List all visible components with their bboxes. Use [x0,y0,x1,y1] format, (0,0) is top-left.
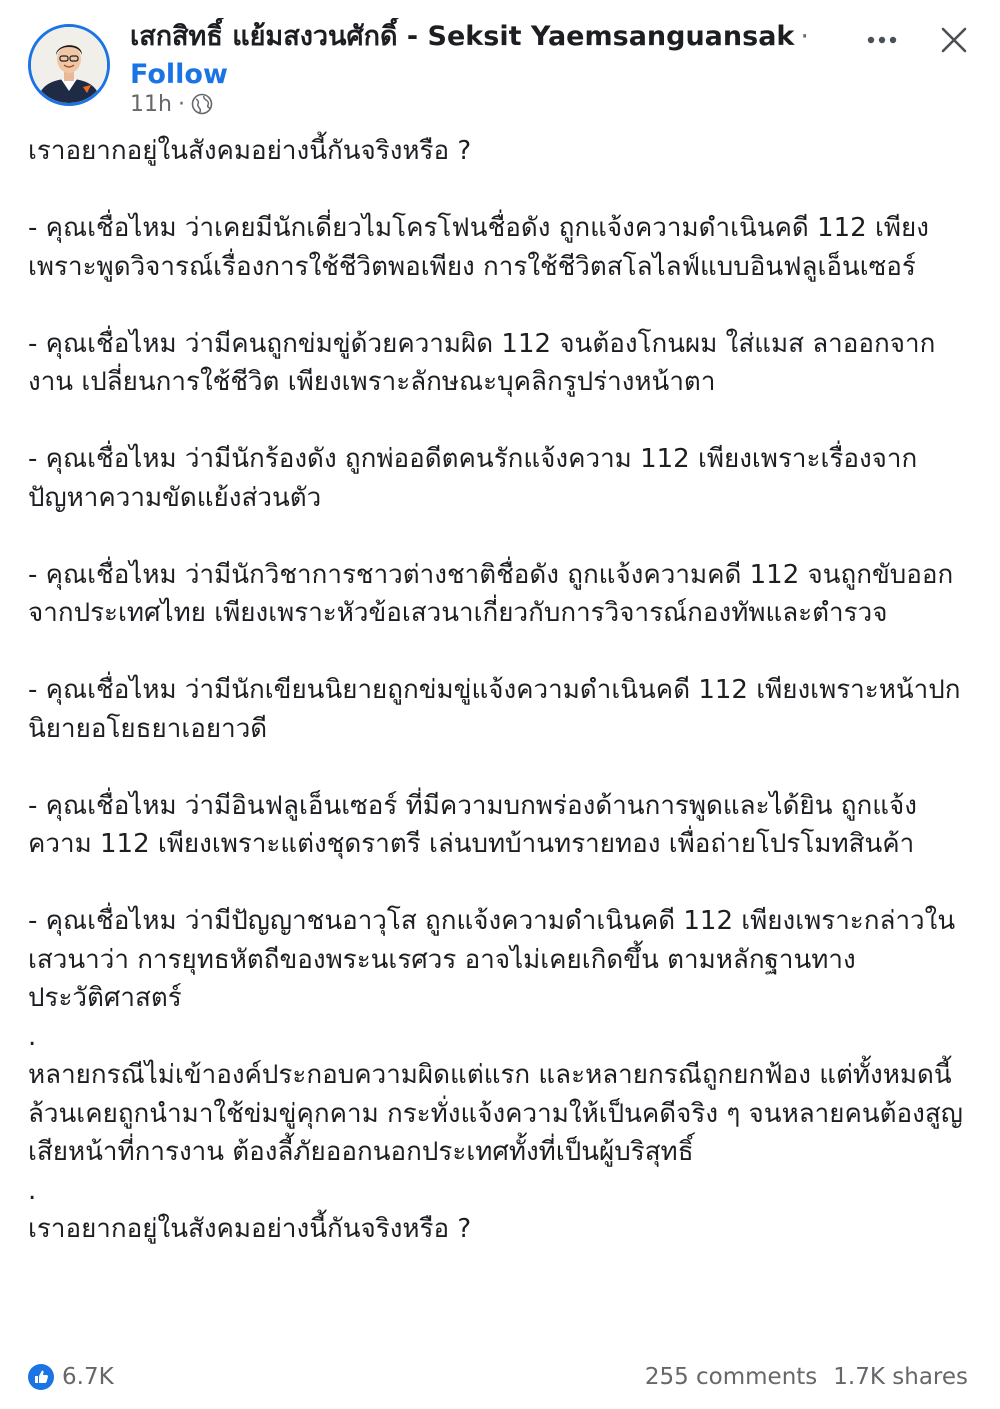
post-paragraph: - คุณเชื่อไหม ว่ามีนักร้องดัง ถูกพ่ออดีตคนรักแจ้งความ 112 เพียงเพราะเรื่องจากปัญหาความขัดแย้งส่วนตัว [28,444,918,513]
author-name[interactable] [130,18,820,56]
paragraph-gap [28,517,978,556]
post-body [28,132,978,1249]
shares-count[interactable]: 1.7K shares [833,1364,968,1390]
post-paragraph: - คุณเชื่อไหม ว่ามีคนถูกข่มขู่ด้วยความผิด 112 จนต้องโกนผม ใส่แมส ลาออกจากงาน เปลี่ยนการใช้ชีวิต เพียงเพราะลักษณะบุคลิกรูปร่างหน้าตา [28,328,936,397]
comments-count[interactable]: 255 comments [644,1364,818,1390]
timestamp[interactable]: 11h [130,91,172,117]
paragraph-gap [28,864,978,903]
post-paragraph: หลายกรณีไม่เข้าองค์ประกอบความผิดแต่แรก และหลายกรณีถูกยกฟ้อง แต่ทั้งหมดนี้ล้วนเคยถูกนำมาใช้ข่มขู่คุกคาม กระทั่งแจ้งความให้เป็นคดีจริง ๆ จนหลายคนต้องสูญเสียหน้าที่การงาน ต้องลี้ภัยออกนอกประเทศทั้งที่เป็นผู้บริสุทธิ์ [28,1060,963,1167]
like-thumb-icon [28,1364,54,1390]
dot-separator: . [28,1175,37,1206]
more-options-button[interactable] [858,20,906,60]
meta-separator: · [177,91,185,117]
post-paragraph: - คุณเชื่อไหม ว่าเคยมีนักเดี่ยวไมโครโฟนชื่อดัง ถูกแจ้งความดำเนินคดี 112 เพียงเพราะพูดวิจารณ์เรื่องการใช้ชีวิตพอเพียง การใช้ชีวิตสโลไลฟ์แบบอินฟลูเอ็นเซอร์ [28,213,929,282]
post-paragraph: - คุณเชื่อไหม ว่ามีปัญญาชนอาวุโส ถูกแจ้งความดำเนินคดี 112 เพียงเพราะกล่าวในเสวนาว่า การยุทธหัตถีของพระนเรศวร อาจไม่เคยเกิดขึ้น ตามหลักฐานทางประวัติศาสตร์ [28,906,956,1013]
post-paragraph: - คุณเชื่อไหม ว่ามีนักเขียนนิยายถูกข่มขู่แจ้งความดำเนินคดี 112 เพียงเพราะหน้าปกนิยายอโยธยาเอยาวดี [28,675,961,744]
engagement-stats [645,1364,968,1390]
dot-separator: . [28,1021,37,1052]
reactions-summary[interactable] [28,1364,114,1390]
name-separator: · [800,21,809,52]
paragraph-gap [28,286,978,325]
author-name-text[interactable]: เสกสิทธิ์ แย้มสงวนศักดิ์ - Seksit Yaemsanguansak [130,21,795,52]
avatar[interactable] [28,24,110,106]
more-horizontal-icon [867,36,897,44]
paragraph-gap [28,402,978,441]
reaction-count[interactable]: 6.7K [62,1364,114,1390]
close-icon [941,27,967,53]
close-button[interactable] [930,18,978,62]
paragraph-gap [28,171,978,210]
post-paragraph: - คุณเชื่อไหม ว่ามีนักวิชาการชาวต่างชาติชื่อดัง ถูกแจ้งความคดี 112 จนถูกขับออกจากประเทศไทย เพียงเพราะหัวข้อเสวนาเกี่ยวกับการวิจารณ์กองทัพและตำรวจ [28,559,954,628]
globe-icon[interactable] [191,93,213,115]
paragraph-gap [28,748,978,787]
profile-photo [31,27,107,103]
follow-button[interactable]: Follow [130,59,228,90]
paragraph-gap [28,633,978,672]
post-footer [0,1356,1000,1402]
post-header [0,0,1000,125]
post-meta [130,89,213,119]
post-paragraph: เราอยากอยู่ในสังคมอย่างนี้กันจริงหรือ ? [28,136,472,166]
post-paragraph: - คุณเชื่อไหม ว่ามีอินฟลูเอ็นเซอร์ ที่มีความบกพร่องด้านการพูดและได้ยิน ถูกแจ้งความ 112 เพียงเพราะแต่งชุดราตรี เล่นบทบ้านทรายทอง เพื่อถ่ายโปรโมทสินค้า [28,790,917,859]
post-paragraph: เราอยากอยู่ในสังคมอย่างนี้กันจริงหรือ ? [28,1214,472,1244]
